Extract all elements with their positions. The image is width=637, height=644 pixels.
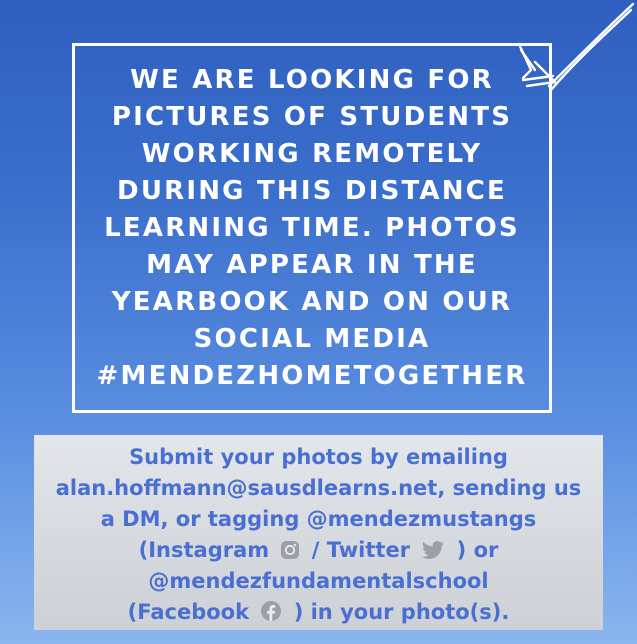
info-text: (Instagram [138,538,270,562]
hashtag: #MENDEZHOMETOGETHER [96,360,528,391]
twitter-icon [421,540,445,560]
headline-line: LEARNING TIME. PHOTOS [104,212,520,243]
info-text: Submit your photos by emailing [129,445,508,469]
headline-line: WORKING REMOTELY [141,138,483,169]
headline-line: MAY APPEAR IN THE [146,249,478,280]
instagram-handle[interactable]: @mendezmustangs [306,507,537,531]
headline-line: DURING THIS DISTANCE [117,175,507,206]
info-text: (Facebook [127,600,250,624]
headline-line: PICTURES OF STUDENTS [111,101,513,132]
facebook-handle[interactable]: @mendezfundamentalschool [148,569,489,593]
info-line-3 [34,504,603,535]
facebook-icon [260,600,282,622]
info-line-1 [34,442,603,473]
headline-line: WE ARE LOOKING FOR [130,64,494,95]
info-line-5 [34,566,603,597]
headline-line: SOCIAL MEDIA [193,323,431,354]
submission-info-box [34,435,603,630]
email-address[interactable]: alan.hoffmann@sausdlearns.net [55,476,438,500]
instagram-icon [280,540,300,560]
headline-frame [72,43,552,413]
info-line-6 [34,597,603,628]
headline-line: YEARBOOK AND ON OUR [111,286,513,317]
info-line-2 [34,473,603,504]
info-text: ) in your photo(s). [293,600,510,624]
info-text: a DM, or tagging [100,507,307,531]
info-text: / Twitter [311,538,411,562]
info-text: , sending us [437,476,582,500]
info-line-4 [34,535,603,566]
headline [75,62,549,395]
info-text: ) or [456,538,499,562]
